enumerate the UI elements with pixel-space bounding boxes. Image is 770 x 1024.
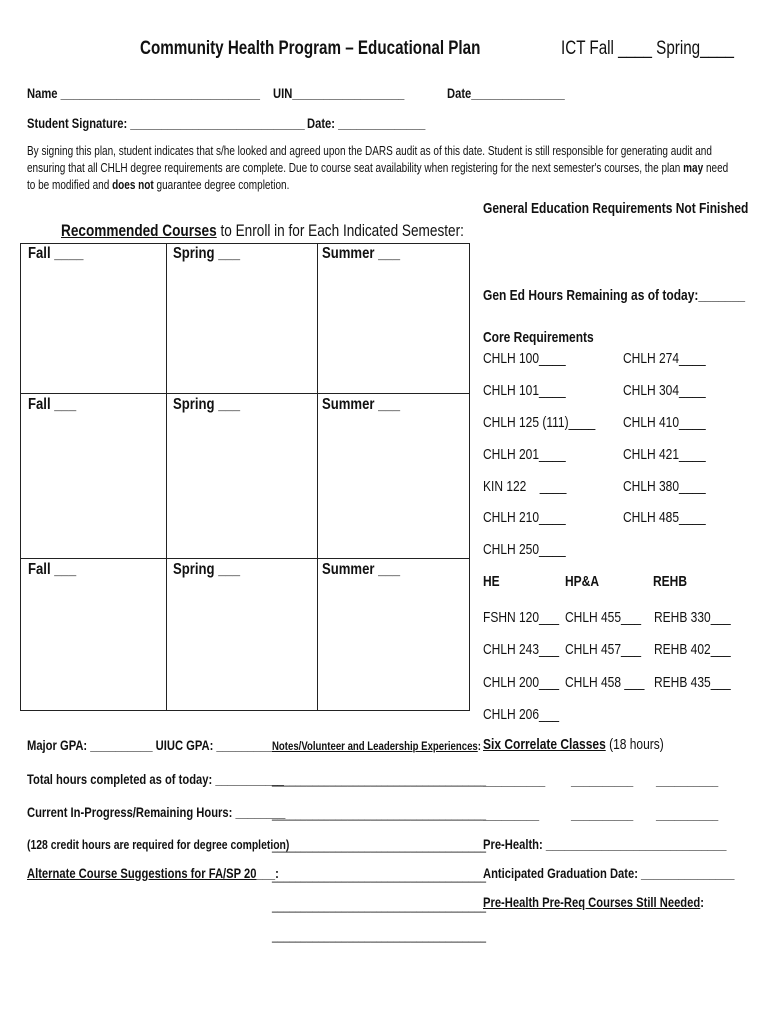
notes-line[interactable]: _____________________________________ <box>272 928 487 943</box>
signature-date-field[interactable]: Date: ______________ <box>307 115 426 131</box>
page-title: Community Health Program – Educational Plan <box>140 38 481 59</box>
fall-cell-3[interactable]: Fall ___ <box>28 561 77 578</box>
core-course[interactable]: CHLH 421____ <box>623 446 706 463</box>
correlate-blank[interactable]: __________ <box>483 772 546 788</box>
correlate-blank[interactable]: __________ <box>656 806 719 822</box>
prereq-courses-title: Pre-Health Pre-Req Courses Still Needed: <box>483 894 704 910</box>
core-course[interactable]: CHLH 380____ <box>623 478 706 495</box>
he-course[interactable]: CHLH 243___ <box>483 641 560 658</box>
summer-cell-1[interactable]: Summer ___ <box>322 245 401 262</box>
disclaimer-paragraph: By signing this plan, student indicates that s/he looked and agreed upon the DARS audit as of this date. Student is still responsible for generating audit and ensuring that all CHLH degree requirements are complete. Due to course seat availability when registering for the next semester's courses, the plan may need to be modified and does not guarantee degree completion. <box>27 144 729 192</box>
correlate-blank[interactable]: __________ <box>656 772 719 788</box>
core-course[interactable]: CHLH 201____ <box>483 446 566 463</box>
core-course[interactable]: CHLH 410____ <box>623 414 706 431</box>
recommended-courses-heading: Recommended Courses to Enroll in for Each Indicated Semester: <box>61 221 464 240</box>
uin-field[interactable]: UIN__________________ <box>273 85 405 101</box>
spring-cell-1[interactable]: Spring ___ <box>173 245 241 262</box>
gpa-field[interactable]: Major GPA: __________ UIUC GPA: _________ <box>27 737 273 753</box>
six-correlate-title: Six Correlate Classes (18 hours) <box>483 736 664 753</box>
signature-field[interactable]: Student Signature: ____________________________ <box>27 115 305 131</box>
core-course[interactable]: CHLH 304____ <box>623 382 706 399</box>
he-course[interactable]: CHLH 200___ <box>483 674 560 691</box>
notes-title: Notes/Volunteer and Leadership Experiences: <box>272 739 481 753</box>
total-hours-field[interactable]: Total hours completed as of today: ___________ <box>27 771 284 787</box>
rehb-course[interactable]: REHB 435___ <box>654 674 731 691</box>
core-course[interactable]: CHLH 250____ <box>483 541 566 558</box>
core-requirements-title: Core Requirements <box>483 329 594 346</box>
he-course[interactable]: CHLH 206___ <box>483 706 560 723</box>
alternate-course-field[interactable]: Alternate Course Suggestions for FA/SP 20___: <box>27 865 279 881</box>
notes-line[interactable]: _____________________________________ <box>272 772 487 787</box>
ict-semester: ICT Fall ____ Spring____ <box>561 38 734 59</box>
core-course[interactable]: CHLH 125 (111)____ <box>483 414 596 431</box>
he-title: HE <box>483 573 500 590</box>
hpa-title: HP&A <box>565 573 600 590</box>
notes-line[interactable]: _____________________________________ <box>272 838 487 853</box>
notes-line[interactable]: _____________________________________ <box>272 868 487 883</box>
core-course[interactable]: KIN 122 ____ <box>483 478 567 495</box>
fall-cell-2[interactable]: Fall ___ <box>28 396 77 413</box>
correlate-blank[interactable]: _________ <box>483 806 540 822</box>
rehb-course[interactable]: REHB 402___ <box>654 641 731 658</box>
notes-line[interactable]: _____________________________________ <box>272 806 487 821</box>
spring-cell-2[interactable]: Spring ___ <box>173 396 241 413</box>
correlate-blank[interactable]: __________ <box>571 772 634 788</box>
hpa-course[interactable]: CHLH 458 ___ <box>565 674 645 691</box>
gen-ed-title: General Education Requirements Not Finished <box>483 200 749 217</box>
correlate-blank[interactable]: __________ <box>571 806 634 822</box>
core-course[interactable]: CHLH 101____ <box>483 382 566 399</box>
graduation-date-field[interactable]: Anticipated Graduation Date: _______________ <box>483 865 735 881</box>
in-progress-hours-field[interactable]: Current In-Progress/Remaining Hours: ________ <box>27 804 286 820</box>
core-course[interactable]: CHLH 485____ <box>623 509 706 526</box>
spring-cell-3[interactable]: Spring ___ <box>173 561 241 578</box>
hpa-course[interactable]: CHLH 455___ <box>565 609 642 626</box>
semester-grid <box>20 243 470 711</box>
fall-cell-1[interactable]: Fall ____ <box>28 245 84 262</box>
core-course[interactable]: CHLH 100____ <box>483 350 566 367</box>
he-course[interactable]: FSHN 120___ <box>483 609 560 626</box>
rehb-course[interactable]: REHB 330___ <box>654 609 731 626</box>
pre-health-field[interactable]: Pre-Health: _____________________________ <box>483 836 727 852</box>
core-course[interactable]: CHLH 210____ <box>483 509 566 526</box>
name-field[interactable]: Name ________________________________ <box>27 85 260 101</box>
summer-cell-2[interactable]: Summer ___ <box>322 396 401 413</box>
hpa-course[interactable]: CHLH 457___ <box>565 641 642 658</box>
gen-ed-hours-field[interactable]: Gen Ed Hours Remaining as of today:_______ <box>483 287 746 304</box>
core-course[interactable]: CHLH 274____ <box>623 350 706 367</box>
date-field[interactable]: Date_______________ <box>447 85 565 101</box>
rehb-title: REHB <box>653 573 688 590</box>
notes-line[interactable]: _____________________________________ <box>272 898 487 913</box>
credit-note: (128 credit hours are required for degree completion) <box>27 837 290 852</box>
summer-cell-3[interactable]: Summer ___ <box>322 561 401 578</box>
